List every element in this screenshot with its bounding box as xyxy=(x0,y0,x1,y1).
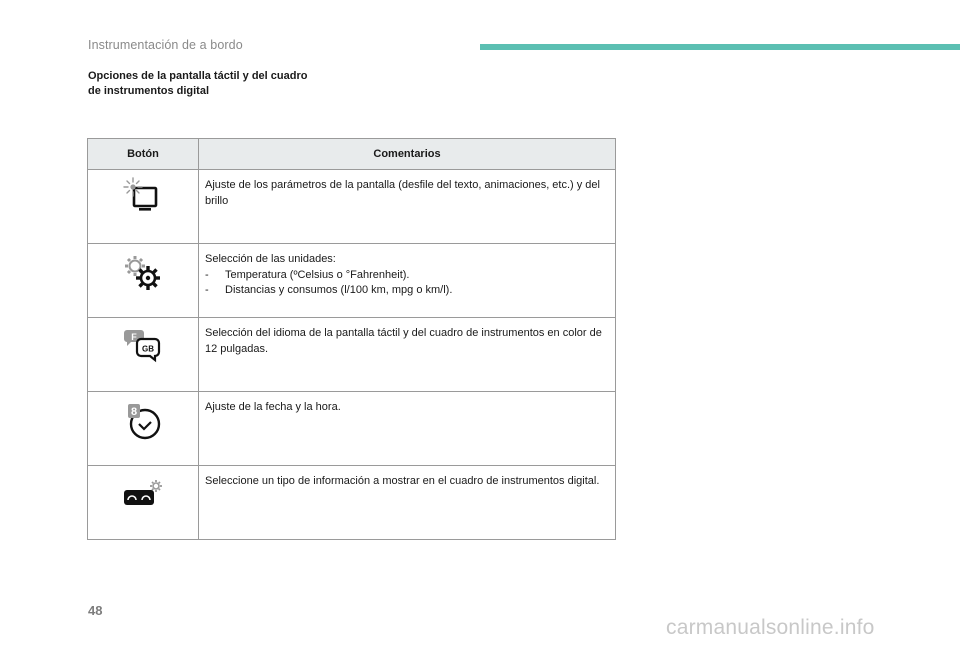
table-row xyxy=(88,244,616,318)
table-row xyxy=(88,466,616,540)
button-cell xyxy=(88,466,199,540)
header-accent-bar xyxy=(480,44,960,50)
comment-text: Seleccione un tipo de información a mostrar en el cuadro de instrumentos digital. xyxy=(205,475,600,487)
header-section-title: Instrumentación de a bordo xyxy=(88,38,243,52)
date-time-icon[interactable] xyxy=(121,400,165,444)
bullet-dash: - xyxy=(205,268,209,281)
button-cell xyxy=(88,318,199,392)
button-cell xyxy=(88,244,199,318)
language-label-top: F xyxy=(131,332,137,342)
comment-cell xyxy=(199,392,616,466)
comment-cell xyxy=(199,318,616,392)
comment-cell xyxy=(199,170,616,244)
comment-text: Ajuste de la fecha y la hora. xyxy=(205,401,341,413)
bullet-text: Distancias y consumos (l/100 km, mpg o km/l). xyxy=(225,284,453,296)
units-gears-icon[interactable] xyxy=(121,252,165,296)
button-cell xyxy=(88,392,199,466)
table-header-row xyxy=(88,139,616,170)
instrument-panel-settings-icon[interactable] xyxy=(118,474,168,518)
options-table xyxy=(87,138,616,540)
table-row xyxy=(88,392,616,466)
bullet-dash: - xyxy=(205,284,209,296)
comment-text: Selección del idioma de la pantalla táctil y del cuadro de instrumentos en color de 12 pulgadas. xyxy=(205,327,602,355)
comment-text: Ajuste de los parámetros de la pantalla (desfile del texto, animaciones, etc.) y del brillo xyxy=(205,179,600,207)
display-brightness-icon[interactable] xyxy=(121,175,165,219)
page-title-line-2: de instrumentos digital xyxy=(88,85,210,97)
calendar-day-label: 8 xyxy=(130,406,138,418)
language-label-bottom: GB xyxy=(142,344,154,354)
table-row xyxy=(88,170,616,244)
bullet-text: Temperatura (ºCelsius o °Fahrenheit). xyxy=(225,268,410,281)
comment-cell xyxy=(199,244,616,318)
comment-text: Selección de las unidades: xyxy=(205,253,336,265)
page-title-line-1: Opciones de la pantalla táctil y del cuadro xyxy=(88,70,308,82)
column-header-comments: Comentarios xyxy=(199,139,616,170)
page-number: 48 xyxy=(88,603,103,618)
page-title xyxy=(88,69,368,99)
language-bubble-icon[interactable] xyxy=(121,326,165,370)
bullet-item xyxy=(205,268,607,284)
watermark: carmanualsonline.info xyxy=(666,616,875,639)
table-row xyxy=(88,318,616,392)
bullet-item xyxy=(205,283,607,299)
button-cell xyxy=(88,170,199,244)
comment-cell xyxy=(199,466,616,540)
column-header-button: Botón xyxy=(88,139,199,170)
